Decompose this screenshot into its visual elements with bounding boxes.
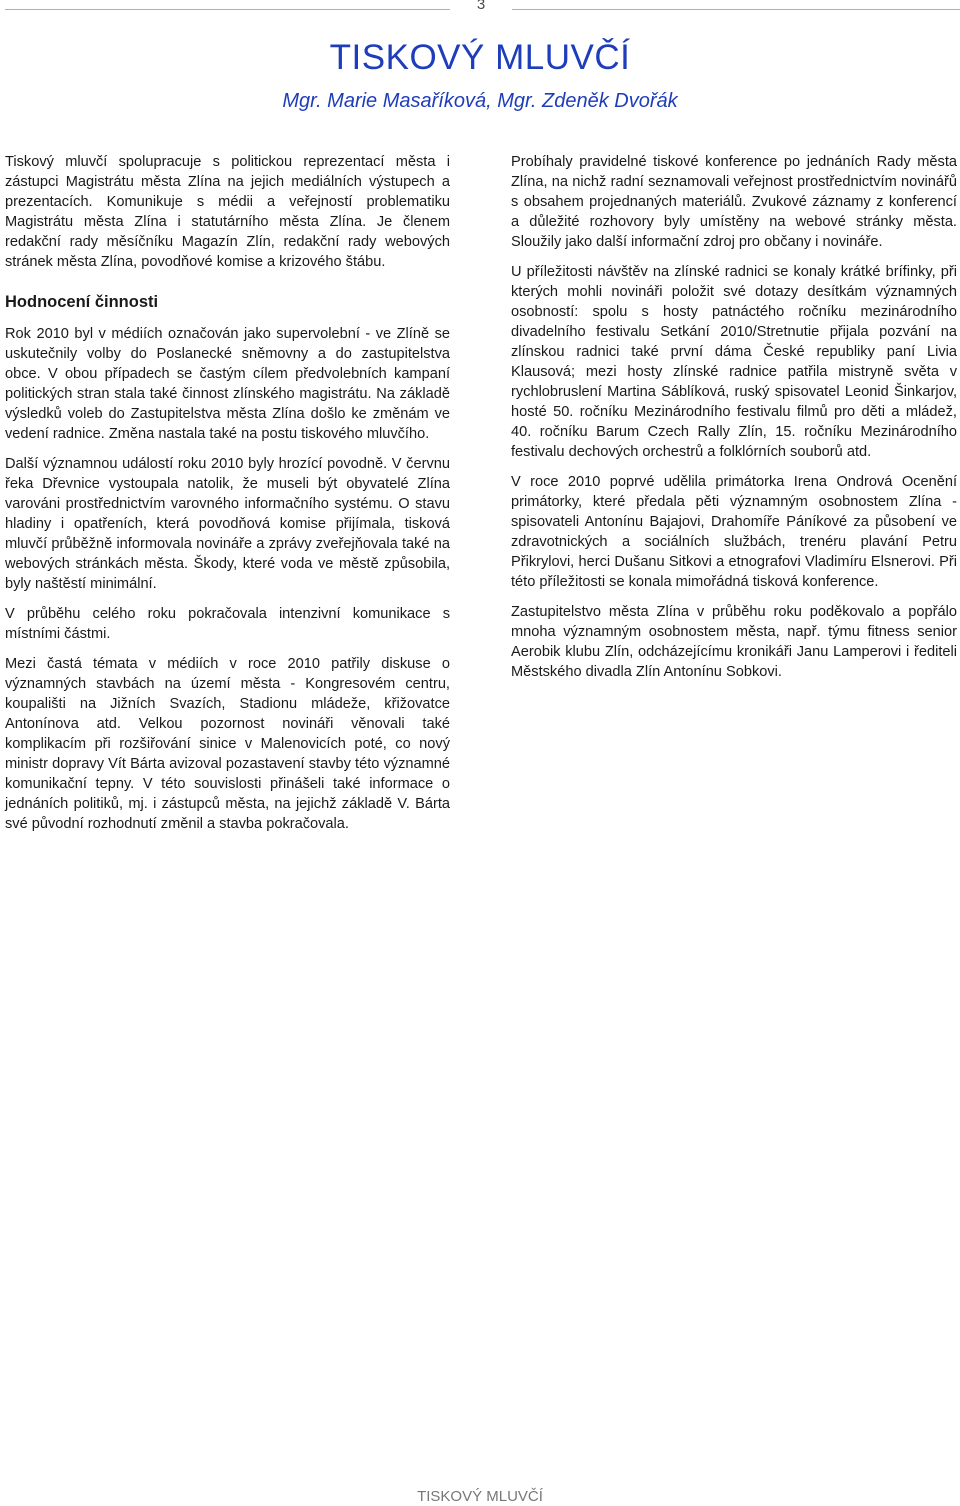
body-paragraph: U příležitosti návštěv na zlínské radnici se konaly krátké brífinky, při kterých mohli novináři položit své dotazy desítkám významných osobností: spolu s hosty patnáctého ročníku mezinárodního divadelního festivalu Setkání 2010/Stretnutie přijala pozvání na zlínskou radnici také první dáma České republiky paní Livia Klausová; mezi hosty zlínské radnice patřila mistryně světa v rychlobruslení Martina Sáblíková, ruský spisovatel Leonid Šinkarjov, hosté 50. ročníku Mezinárodního festivalu filmů pro děti a mládež, 40. ročníku Barum Czech Rally Zlín, 15. ročníku Mezinárodního festivalu dechových orchestrů a folklórních souborů atd. xyxy=(511,264,957,460)
section-heading: Hodnocení činnosti xyxy=(5,293,159,311)
body-paragraph: Rok 2010 byl v médiích označován jako supervolební - ve Zlíně se uskutečnily volby do Poslanecké sněmovny a do zastupitelstva obce. V obou případech se častým cílem předvolebních kampaní politických stran stala také činnost zlínského magistrátu. Na základě výsledků voleb do Zastupitelstva města Zlína došlo ke změnám ve vedení radnice. Změna nastala také na postu tiskového mluvčího. xyxy=(5,326,450,442)
header-rule-right xyxy=(512,9,960,10)
body-paragraph: V průběhu celého roku pokračovala intenzivní komunikace s místními částmi. xyxy=(5,606,450,642)
body-paragraph: Další významnou událostí roku 2010 byly hrozící povodně. V červnu řeka Dřevnice vystoupala natolik, že museli být obyvatelé Zlína varováni prostřednictvím varovného informačního systému. O stavu hladiny i opatřeních, která povodňová komise přijímala, tisková mluvčí průběžně informovala novináře a zprávy zveřejňovala také na webových stránkách města. Škody, které voda ve městě způsobila, byly naštěstí minimální. xyxy=(5,456,450,592)
page-footer: TISKOVÝ MLUVČÍ xyxy=(417,1488,543,1505)
body-paragraph: Mezi častá témata v médiích v roce 2010 patřily diskuse o významných stavbách na území města - Kongresovém centru, koupališti na Jižních Svazích, Stadionu mládeže, křižovatce Antonínova atd. Velkou pozornost novináři věnovali také komplikacím při rozšiřování sinice v Malenovicích poté, co nový ministr dopravy Vít Bárta avizoval pozastavení stavby této významné komunikační tepny. V této souvislosti přinášeli také informace o jednáních politiků, mj. i zástupců města, na jejichž základě V. Bárta své původní rozhodnutí změnil a stavba pokračovala. xyxy=(5,656,450,832)
body-paragraph: V roce 2010 poprvé udělila primátorka Irena Ondrová Ocenění primátorky, které předala pěti významným osobnostem Zlína - spisovateli Antonínu Bajajovi, Drahomíře Páníkové za působení ve zdravotnických a sociálních službách, trenéru plavání Petru Přikrylovi, herci Dušanu Sitkovi a etnografovi Vladimíru Elsnerovi. Při této příležitosti se konala mimořádná tisková konference. xyxy=(511,474,957,590)
page-subtitle: Mgr. Marie Masaříková, Mgr. Zdeněk Dvořák xyxy=(282,90,678,112)
body-paragraph: Zastupitelstvo města Zlína v průběhu roku poděkovalo a popřálo mnoha významným osobnostem města, např. týmu fitness senior Aerobik klubu Zlín, odcházejícímu kronikáři Janu Lamperovi i řediteli Městského divadla Zlín Antonínu Sobkovi. xyxy=(511,604,957,680)
page-title: TISKOVÝ MLUVČÍ xyxy=(329,38,631,77)
page-number: 3 xyxy=(476,0,486,13)
header-rule-left xyxy=(5,9,450,10)
left-column xyxy=(5,152,450,844)
body-paragraph: Probíhaly pravidelné tiskové konference po jednáních Rady města Zlína, na nichž radní seznamovali veřejnost prostřednictvím novinářů s obsahem projednaných materiálů. Zvukové záznamy z konferencí a důležité rozhovory byly umístěny na webové stránky města. Sloužily jako další informační zdroj pro občany i novináře. xyxy=(511,154,957,250)
intro-paragraph: Tiskový mluvčí spolupracuje s politickou reprezentací města i zástupci Magistrátu města Zlína na jejich mediálních výstupech a prezentacích. Komunikuje s médii a veřejností problematiku Magistrátu města Zlína i statutárního města Zlína. Je členem redakční rady měsíčníku Magazín Zlín, redakční rady webových stránek města Zlína, povodňové komise a krizového štábu. xyxy=(5,154,450,270)
right-column xyxy=(511,152,957,692)
